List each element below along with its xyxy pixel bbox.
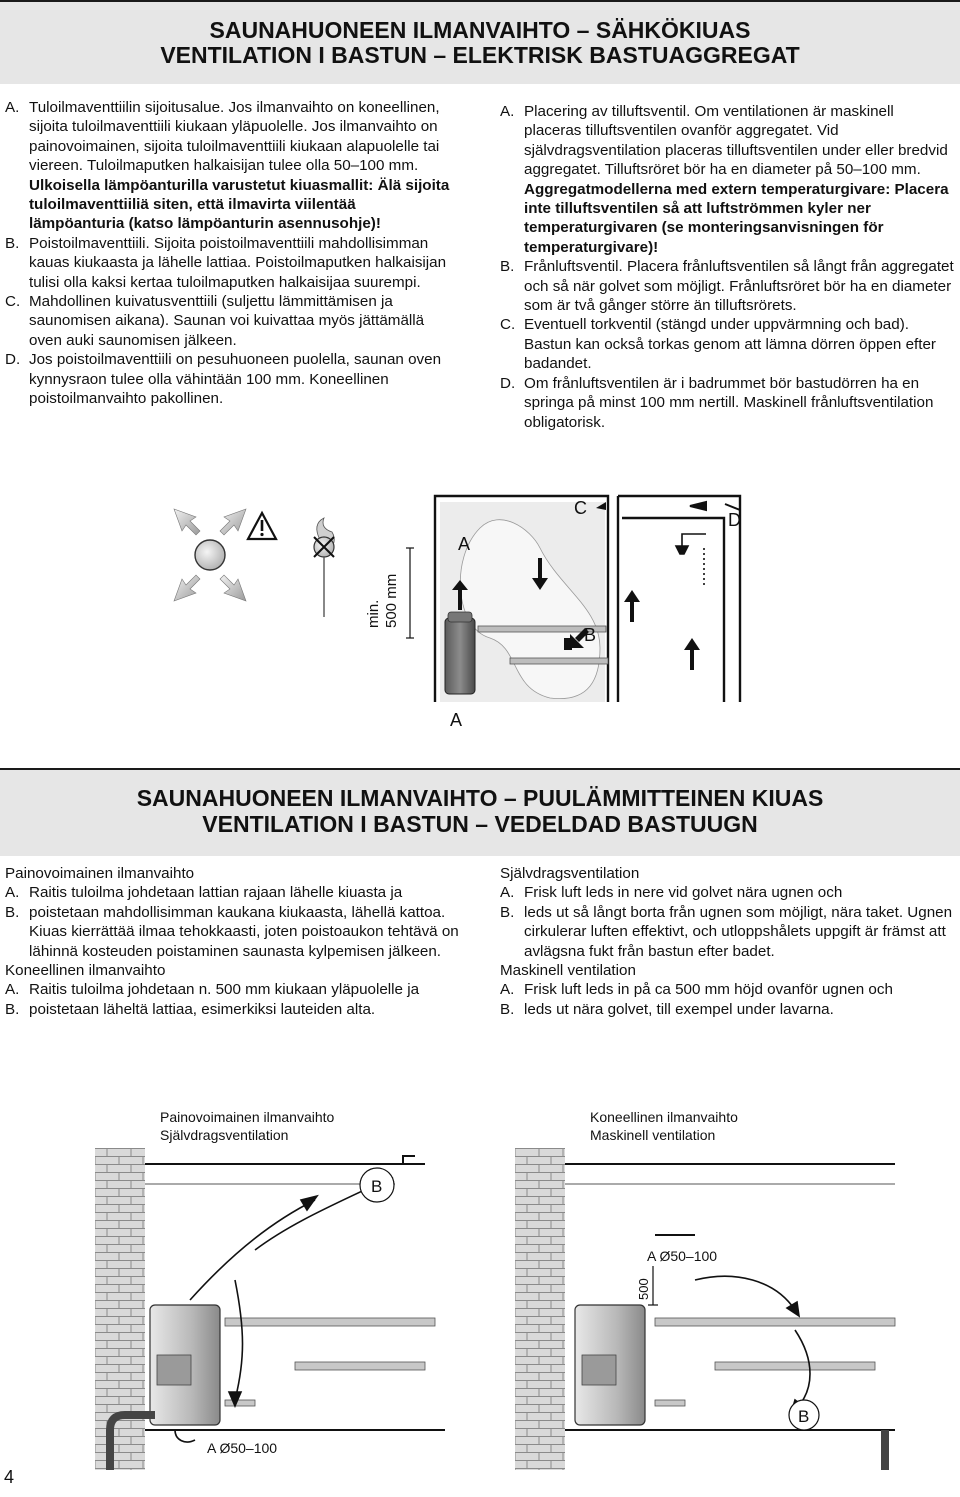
item-text: Eventuell torkventil (stängd under uppvärmning och bad). Bastun kan också torkas genom att lämna dörren öppen efter badandet. bbox=[524, 316, 936, 373]
item-text: Poistoilmaventtiili. Sijoita poistoilmaventtiili mahdollisimman kauas kiukaasta ja lähelle lattiaa. Poistoilmaputken halkaisijan tulisi olla kaksi kertaa tuloilmaputken halkaisijaa suurempi. bbox=[29, 234, 447, 291]
right-label-a: A Ø50–100 bbox=[647, 1248, 718, 1264]
warning-text: Ulkoisella lämpöanturilla varustetut kiuasmallit: Älä sijoita tuloilmaventtiiliä siten, että ilmavirta viilentää lämpöanturia (katso lämpöanturin asennusohje)! bbox=[29, 176, 450, 233]
section1-title-line1: SAUNAHUONEEN ILMANVAIHTO – SÄHKÖKIUAS bbox=[209, 17, 751, 43]
section1-header bbox=[0, 0, 960, 84]
list-item: B. poistetaan läheltä lattiaa, esimerkiksi lauteiden alta. bbox=[5, 1000, 465, 1019]
min-label: min. bbox=[365, 599, 382, 628]
left-ceiling-vent bbox=[403, 1156, 415, 1164]
list-item: B. poistetaan mahdollisimman kaukana kiukaasta, lähellä kattoa. Kiuas kierrättää ilmaa tehokkaasti, joten poistoaukon tehtävä on lähinnä kosteuden poistaminen saunasta kylpemisen jälkeen. bbox=[5, 903, 465, 961]
section2-finnish-column bbox=[5, 864, 465, 1019]
list-item: B. Poistoilmaventtiili. Sijoita poistoilmaventtiili mahdollisimman kauas kiukaasta ja lähelle lattiaa. Poistoilmaputken halkaisijan tulisi olla kaksi kertaa tuloilmaputken halkaisijaa suurempi. bbox=[5, 234, 455, 292]
item-text: Raitis tuloilma johdetaan lattian rajaan lähelle kiuasta ja bbox=[29, 884, 403, 902]
shower-icon bbox=[676, 534, 706, 588]
subheading: Självdragsventilation bbox=[500, 865, 640, 882]
list-item: C. Mahdollinen kuivatusventtiili (suljettu lämmittämisen ja saunomisen aikana). Saunan voi kuivattaa myös jättämällä oven auki saunomisen jälkeen. bbox=[5, 292, 455, 350]
item-text: Frisk luft leds in nere vid golvet nära ugnen och bbox=[524, 884, 843, 902]
left-caption-fi: Painovoimainen ilmanvaihto bbox=[160, 1109, 335, 1125]
subheading: Painovoimainen ilmanvaihto bbox=[5, 865, 195, 882]
label-d: D bbox=[728, 510, 741, 530]
left-chimney-brick-wall bbox=[95, 1148, 145, 1470]
list-item: D. Jos poistoilmaventtiili on pesuhuoneen puolella, saunan oven kynnysraon tulee olla vähintään 100 mm. Koneellinen poistoilmanvaihto pakollinen. bbox=[5, 350, 455, 408]
item-text: poistetaan läheltä lattiaa, esimerkiksi lauteiden alta. bbox=[29, 1000, 376, 1018]
list-item: A. Tuloilmaventtiilin sijoitusalue. Jos ilmanvaihto on koneellinen, sijoita tuloilmaventtiili kiukaan yläpuolelle. Jos ilmanvaihto on painovoimainen, sijoita tuloilmaventtiili kiukaan alapuolelle tai viereen. Tuloilmaputken halkaisijan tulee olla 50–100 mm. Ulkoisella lämpöanturilla varustetut kiuasmallit: Älä sijoita tuloilmaventtiiliä siten, että ilmavirta viilentää lämpöanturia (katso lämpöanturin asennusohje)! bbox=[5, 99, 450, 233]
list-item: A. Raitis tuloilma johdetaan lattian rajaan lähelle kiuasta ja bbox=[5, 883, 465, 902]
right-airflow-arrows bbox=[695, 1276, 810, 1414]
item-text: leds ut så långt borta från ugnen som möjligt, nära taket. Ugnen cirkulerar luften effektivt, och utloppshålets uppgift är främst att avlägsna fukt från bastun efter badet. bbox=[524, 903, 953, 960]
list-item: B. leds ut så långt borta från ugnen som möjligt, nära taket. Ugnen cirkulerar luften effektivt, och utloppshålets uppgift är främst att avlägsna fukt från bastun efter badet. bbox=[500, 903, 960, 961]
warning-icon bbox=[248, 513, 276, 539]
right-chimney-brick-wall bbox=[515, 1148, 565, 1470]
item-text: Frisk luft leds in på ca 500 mm höjd ovanför ugnen och bbox=[524, 981, 893, 999]
label-c: C bbox=[574, 498, 587, 518]
right-stove-door bbox=[582, 1355, 616, 1385]
label-a-top: A bbox=[458, 534, 471, 554]
list-item: A. Placering av tilluftsventil. Om ventilationen är maskinell placeras tilluftsventilen ovanför aggregatet. Vid självdragsventilation placeras tilluftsventilen under eller bredvid aggregatet. Tilluftsröret bör ha en diameter på 50–100 mm. Aggregatmodellerna med extern temperaturgivare: Placera inte tilluftsventilen så att luftströmmen kyler ner temperaturgivaren (se monteringsanvisningen för temperaturgivare)! bbox=[500, 103, 949, 256]
section1-title-line2: VENTILATION I BASTUN – ELEKTRISK BASTUAGGREGAT bbox=[160, 42, 800, 68]
section1-finnish-column bbox=[5, 98, 455, 409]
crossed-out-sensor-icon bbox=[314, 518, 334, 617]
right-label-b: B bbox=[798, 1407, 810, 1426]
label-b: B bbox=[584, 625, 597, 645]
warning-text: Aggregatmodellerna med extern temperaturgivare: Placera inte tilluftsventilen så att luftströmmen kyler ner temperaturgivaren (se monteringsanvisningen för temperaturgivare)! bbox=[524, 180, 949, 256]
section2-swedish-column bbox=[500, 864, 960, 1019]
item-text: Placering av tilluftsventil. Om ventilationen är maskinell placeras tilluftsventilen ovanför aggregatet. Vid självdragsventilation placeras tilluftsventilen under eller bredvid aggregatet. Tilluftsröret bör ha en diameter på 50–100 mm. bbox=[524, 103, 948, 179]
min-height-dimension bbox=[406, 548, 414, 638]
heater-stones bbox=[448, 612, 472, 622]
item-text: Frånluftsventil. Placera frånluftsventilen så långt från aggregatet och så när golvet som möjligt. Frånluftsröret bör ha en diameter som är två gånger större än tilluftsrörets. bbox=[524, 258, 954, 315]
item-text: Raitis tuloilma johdetaan n. 500 mm kiukaan yläpuolelle ja bbox=[29, 981, 420, 999]
list-item: B. leds ut nära golvet, till exempel under lavarna. bbox=[500, 1000, 960, 1019]
electric-heater bbox=[445, 618, 475, 694]
section2-title-line1: SAUNAHUONEEN ILMANVAIHTO – PUULÄMMITTEINEN KIUAS bbox=[136, 785, 824, 811]
left-label-b: B bbox=[371, 1177, 383, 1196]
subheading: Koneellinen ilmanvaihto bbox=[5, 962, 166, 980]
electric-heater-ventilation-diagram bbox=[360, 488, 760, 738]
list-item: A. Frisk luft leds in nere vid golvet nära ugnen och bbox=[500, 883, 960, 902]
right-bench bbox=[655, 1318, 895, 1406]
temperature-sensor-icon bbox=[195, 540, 225, 570]
list-item: C. Eventuell torkventil (stängd under uppvärmning och bad). Bastun kan också torkas genom att lämna dörren öppen efter badandet. bbox=[500, 315, 955, 373]
left-stove-door bbox=[157, 1355, 191, 1385]
subheading: Maskinell ventilation bbox=[500, 962, 636, 980]
item-text: Mahdollinen kuivatusventtiili (suljettu lämmittämisen ja saunomisen aikana). Saunan voi kuivattaa myös jättämällä oven auki saunomisen jälkeen. bbox=[29, 293, 425, 349]
wood-heater-ventilation-diagram bbox=[95, 1100, 895, 1470]
item-text: Tuloilmaventtiilin sijoitusalue. Jos ilmanvaihto on koneellinen, sijoita tuloilmaventtiili kiukaan yläpuolelle. Jos ilmanvaihto on painovoimainen, sijoita tuloilmaventtiili kiukaan alapuolelle tai viereen. Tuloilmaputken halkaisijan tulee olla 50–100 mm. bbox=[29, 99, 440, 175]
item-text: poistetaan mahdollisimman kaukana kiukaasta, lähellä kattoa. Kiuas kierrättää ilmaa tehokkaasti, joten poistoaukon tehtävä on lähinnä kosteuden poistaminen saunasta kylpemisen jälkeen. bbox=[29, 903, 459, 960]
page-number: 4 bbox=[4, 1467, 15, 1487]
item-text: Om frånluftsventilen är i badrummet bör bastudörren ha en springa på minst 100 mm nertill. Maskinell frånluftsventilation obligatorisk. bbox=[524, 374, 934, 431]
right-label-500: 500 bbox=[636, 1278, 651, 1300]
left-caption-sv: Självdragsventilation bbox=[160, 1127, 289, 1143]
min-500mm-label: 500 mm bbox=[383, 573, 400, 628]
list-item: A. Raitis tuloilma johdetaan n. 500 mm kiukaan yläpuolelle ja bbox=[5, 980, 465, 999]
list-item: A. Frisk luft leds in på ca 500 mm höjd ovanför ugnen och bbox=[500, 980, 960, 999]
section2-header bbox=[0, 768, 960, 856]
section1-swedish-column bbox=[500, 102, 955, 432]
right-caption-fi: Koneellinen ilmanvaihto bbox=[590, 1109, 738, 1125]
list-item: B. Frånluftsventil. Placera frånluftsventilen så långt från aggregatet och så när golvet som möjligt. Frånluftsröret bör ha en diameter som är två gånger större än tilluftsrörets. bbox=[500, 258, 954, 315]
left-bench bbox=[225, 1318, 435, 1406]
item-text: leds ut nära golvet, till exempel under lavarna. bbox=[524, 1000, 834, 1018]
sensor-airflow-icons bbox=[160, 495, 360, 625]
label-a-bottom: A bbox=[450, 710, 463, 730]
left-label-a: A Ø50–100 bbox=[207, 1440, 278, 1456]
item-text: Jos poistoilmaventtiili on pesuhuoneen puolella, saunan oven kynnysraon tulee olla vähintään 100 mm. Koneellinen poistoilmanvaihto pakollinen. bbox=[29, 351, 442, 408]
door-gap bbox=[690, 502, 740, 510]
right-caption-sv: Maskinell ventilation bbox=[590, 1127, 716, 1143]
list-item: D. Om frånluftsventilen är i badrummet bör bastudörren ha en springa på minst 100 mm nertill. Maskinell frånluftsventilation obligatorisk. bbox=[500, 374, 955, 432]
section2-title-line2: VENTILATION I BASTUN – VEDELDAD BASTUUGN bbox=[202, 811, 758, 837]
